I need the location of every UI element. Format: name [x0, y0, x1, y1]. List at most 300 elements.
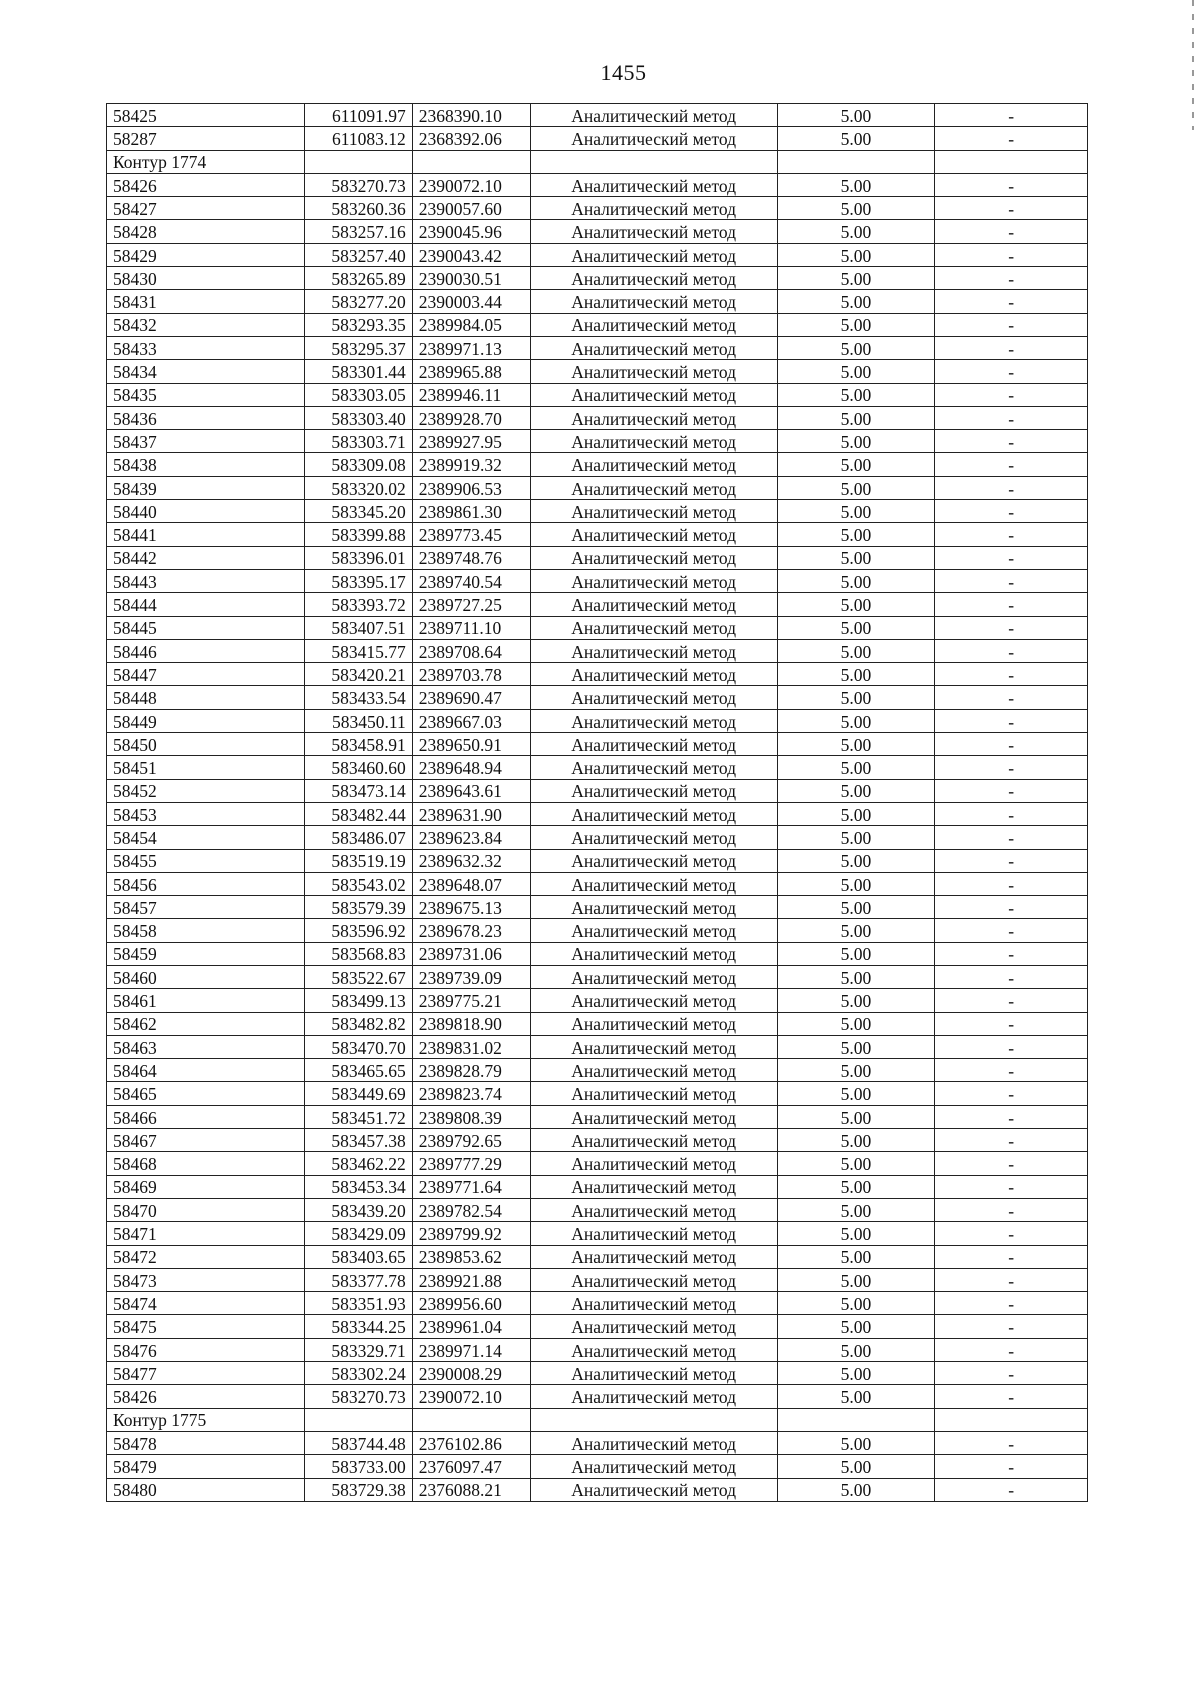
- table-row: [107, 1431, 1088, 1454]
- table-row: [107, 1175, 1088, 1198]
- description-cell: -: [935, 989, 1088, 1012]
- method-cell: Аналитический метод: [530, 1082, 777, 1105]
- description-cell: -: [935, 360, 1088, 383]
- point-id-cell: 58456: [107, 872, 305, 895]
- table-row: [107, 616, 1088, 639]
- y-coordinate-cell: 2389740.54: [412, 569, 530, 592]
- table-row: [107, 942, 1088, 965]
- method-cell: Аналитический метод: [530, 872, 777, 895]
- method-cell: Аналитический метод: [530, 546, 777, 569]
- table-row: [107, 639, 1088, 662]
- table-row: [107, 663, 1088, 686]
- description-cell: -: [935, 1035, 1088, 1058]
- accuracy-cell: 5.00: [777, 779, 935, 802]
- table-row: [107, 779, 1088, 802]
- y-coordinate-cell: 2390045.96: [412, 220, 530, 243]
- accuracy-cell: 5.00: [777, 1315, 935, 1338]
- x-coordinate-cell: 583270.73: [304, 173, 412, 196]
- description-cell: -: [935, 849, 1088, 872]
- table-row: [107, 709, 1088, 732]
- description-cell: -: [935, 313, 1088, 336]
- x-coordinate-cell: 583309.08: [304, 453, 412, 476]
- y-coordinate-cell: 2389946.11: [412, 383, 530, 406]
- point-id-cell: 58450: [107, 733, 305, 756]
- point-id-cell: 58426: [107, 1385, 305, 1408]
- accuracy-cell: 5.00: [777, 849, 935, 872]
- y-coordinate-cell: 2389690.47: [412, 686, 530, 709]
- x-coordinate-cell: 583568.83: [304, 942, 412, 965]
- method-cell: Аналитический метод: [530, 243, 777, 266]
- y-coordinate-cell: 2389739.09: [412, 965, 530, 988]
- y-coordinate-cell: 2368390.10: [412, 104, 530, 127]
- y-coordinate-cell: 2389648.94: [412, 756, 530, 779]
- point-id-cell: 58463: [107, 1035, 305, 1058]
- x-coordinate-cell: 583303.71: [304, 430, 412, 453]
- method-cell: Аналитический метод: [530, 104, 777, 127]
- method-cell: Аналитический метод: [530, 430, 777, 453]
- table-row: [107, 546, 1088, 569]
- description-cell: -: [935, 243, 1088, 266]
- description-cell: -: [935, 569, 1088, 592]
- table-row: [107, 313, 1088, 336]
- empty-cell: [412, 1408, 530, 1431]
- accuracy-cell: 5.00: [777, 220, 935, 243]
- point-id-cell: 58446: [107, 639, 305, 662]
- description-cell: -: [935, 523, 1088, 546]
- point-id-cell: 58473: [107, 1268, 305, 1291]
- y-coordinate-cell: 2389818.90: [412, 1012, 530, 1035]
- accuracy-cell: 5.00: [777, 965, 935, 988]
- y-coordinate-cell: 2389799.92: [412, 1222, 530, 1245]
- y-coordinate-cell: 2389773.45: [412, 523, 530, 546]
- method-cell: Аналитический метод: [530, 802, 777, 825]
- point-id-cell: 58432: [107, 313, 305, 336]
- description-cell: -: [935, 173, 1088, 196]
- accuracy-cell: 5.00: [777, 1198, 935, 1221]
- x-coordinate-cell: 583596.92: [304, 919, 412, 942]
- point-id-cell: 58445: [107, 616, 305, 639]
- accuracy-cell: 5.00: [777, 313, 935, 336]
- point-id-cell: 58480: [107, 1478, 305, 1501]
- x-coordinate-cell: 583579.39: [304, 896, 412, 919]
- x-coordinate-cell: 583473.14: [304, 779, 412, 802]
- contour-label: Контур 1774: [107, 150, 305, 173]
- table-row: [107, 1478, 1088, 1501]
- accuracy-cell: 5.00: [777, 942, 935, 965]
- x-coordinate-cell: 583499.13: [304, 989, 412, 1012]
- x-coordinate-cell: 583450.11: [304, 709, 412, 732]
- table-row: [107, 173, 1088, 196]
- empty-cell: [935, 1408, 1088, 1431]
- point-id-cell: 58438: [107, 453, 305, 476]
- description-cell: -: [935, 1152, 1088, 1175]
- accuracy-cell: 5.00: [777, 569, 935, 592]
- point-id-cell: 58468: [107, 1152, 305, 1175]
- method-cell: Аналитический метод: [530, 733, 777, 756]
- x-coordinate-cell: 583522.67: [304, 965, 412, 988]
- method-cell: Аналитический метод: [530, 1362, 777, 1385]
- table-row: [107, 1035, 1088, 1058]
- contour-header-row: [107, 1408, 1088, 1431]
- description-cell: -: [935, 1268, 1088, 1291]
- x-coordinate-cell: 583407.51: [304, 616, 412, 639]
- method-cell: Аналитический метод: [530, 1222, 777, 1245]
- description-cell: -: [935, 290, 1088, 313]
- x-coordinate-cell: 583260.36: [304, 197, 412, 220]
- method-cell: Аналитический метод: [530, 756, 777, 779]
- method-cell: Аналитический метод: [530, 593, 777, 616]
- point-id-cell: 58449: [107, 709, 305, 732]
- description-cell: -: [935, 336, 1088, 359]
- x-coordinate-cell: 583462.22: [304, 1152, 412, 1175]
- empty-cell: [304, 1408, 412, 1431]
- point-id-cell: 58462: [107, 1012, 305, 1035]
- x-coordinate-cell: 583420.21: [304, 663, 412, 686]
- page-number: 1455: [600, 60, 647, 85]
- x-coordinate-cell: 583457.38: [304, 1129, 412, 1152]
- y-coordinate-cell: 2389823.74: [412, 1082, 530, 1105]
- method-cell: Аналитический метод: [530, 1012, 777, 1035]
- x-coordinate-cell: 583345.20: [304, 500, 412, 523]
- y-coordinate-cell: 2389748.76: [412, 546, 530, 569]
- point-id-cell: 58429: [107, 243, 305, 266]
- method-cell: Аналитический метод: [530, 569, 777, 592]
- method-cell: Аналитический метод: [530, 336, 777, 359]
- method-cell: Аналитический метод: [530, 1198, 777, 1221]
- accuracy-cell: 5.00: [777, 919, 935, 942]
- accuracy-cell: 5.00: [777, 1129, 935, 1152]
- x-coordinate-cell: 583458.91: [304, 733, 412, 756]
- accuracy-cell: 5.00: [777, 1362, 935, 1385]
- method-cell: Аналитический метод: [530, 639, 777, 662]
- x-coordinate-cell: 583451.72: [304, 1105, 412, 1128]
- x-coordinate-cell: 583395.17: [304, 569, 412, 592]
- y-coordinate-cell: 2389632.32: [412, 849, 530, 872]
- y-coordinate-cell: 2390008.29: [412, 1362, 530, 1385]
- table-row: [107, 383, 1088, 406]
- table-row: [107, 1198, 1088, 1221]
- empty-cell: [304, 150, 412, 173]
- point-id-cell: 58477: [107, 1362, 305, 1385]
- y-coordinate-cell: 2389775.21: [412, 989, 530, 1012]
- accuracy-cell: 5.00: [777, 1268, 935, 1291]
- description-cell: -: [935, 1222, 1088, 1245]
- accuracy-cell: 5.00: [777, 104, 935, 127]
- point-id-cell: 58435: [107, 383, 305, 406]
- method-cell: Аналитический метод: [530, 849, 777, 872]
- method-cell: Аналитический метод: [530, 616, 777, 639]
- accuracy-cell: 5.00: [777, 476, 935, 499]
- accuracy-cell: 5.00: [777, 826, 935, 849]
- table-row: [107, 919, 1088, 942]
- coordinates-table: [106, 103, 1088, 1502]
- description-cell: -: [935, 1175, 1088, 1198]
- description-cell: -: [935, 639, 1088, 662]
- table-row: [107, 1315, 1088, 1338]
- x-coordinate-cell: 583320.02: [304, 476, 412, 499]
- description-cell: -: [935, 1059, 1088, 1082]
- table-row: [107, 872, 1088, 895]
- point-id-cell: 58479: [107, 1455, 305, 1478]
- x-coordinate-cell: 583482.44: [304, 802, 412, 825]
- scan-margin-mark: [1192, 0, 1194, 130]
- table-row: [107, 1129, 1088, 1152]
- description-cell: -: [935, 663, 1088, 686]
- x-coordinate-cell: 583293.35: [304, 313, 412, 336]
- description-cell: -: [935, 500, 1088, 523]
- point-id-cell: 58460: [107, 965, 305, 988]
- method-cell: Аналитический метод: [530, 197, 777, 220]
- x-coordinate-cell: 583277.20: [304, 290, 412, 313]
- description-cell: -: [935, 220, 1088, 243]
- description-cell: -: [935, 1431, 1088, 1454]
- method-cell: Аналитический метод: [530, 1385, 777, 1408]
- table-row: [107, 1268, 1088, 1291]
- point-id-cell: 58448: [107, 686, 305, 709]
- point-id-cell: 58426: [107, 173, 305, 196]
- point-id-cell: 58459: [107, 942, 305, 965]
- y-coordinate-cell: 2389792.65: [412, 1129, 530, 1152]
- method-cell: Аналитический метод: [530, 1292, 777, 1315]
- method-cell: Аналитический метод: [530, 965, 777, 988]
- x-coordinate-cell: 583415.77: [304, 639, 412, 662]
- x-coordinate-cell: 583449.69: [304, 1082, 412, 1105]
- description-cell: -: [935, 1455, 1088, 1478]
- accuracy-cell: 5.00: [777, 546, 935, 569]
- point-id-cell: 58433: [107, 336, 305, 359]
- method-cell: Аналитический метод: [530, 919, 777, 942]
- x-coordinate-cell: 583257.16: [304, 220, 412, 243]
- empty-cell: [777, 1408, 935, 1431]
- y-coordinate-cell: 2389648.07: [412, 872, 530, 895]
- x-coordinate-cell: 583519.19: [304, 849, 412, 872]
- method-cell: Аналитический метод: [530, 709, 777, 732]
- point-id-cell: 58442: [107, 546, 305, 569]
- method-cell: Аналитический метод: [530, 406, 777, 429]
- method-cell: Аналитический метод: [530, 989, 777, 1012]
- description-cell: -: [935, 1082, 1088, 1105]
- y-coordinate-cell: 2389853.62: [412, 1245, 530, 1268]
- table-row: [107, 569, 1088, 592]
- description-cell: -: [935, 709, 1088, 732]
- y-coordinate-cell: 2389919.32: [412, 453, 530, 476]
- table-row: [107, 849, 1088, 872]
- accuracy-cell: 5.00: [777, 173, 935, 196]
- table-row: [107, 593, 1088, 616]
- point-id-cell: 58454: [107, 826, 305, 849]
- table-row: [107, 476, 1088, 499]
- accuracy-cell: 5.00: [777, 197, 935, 220]
- method-cell: Аналитический метод: [530, 290, 777, 313]
- accuracy-cell: 5.00: [777, 290, 935, 313]
- x-coordinate-cell: 583744.48: [304, 1431, 412, 1454]
- description-cell: -: [935, 756, 1088, 779]
- point-id-cell: 58425: [107, 104, 305, 127]
- empty-cell: [530, 150, 777, 173]
- description-cell: -: [935, 1478, 1088, 1501]
- accuracy-cell: 5.00: [777, 1431, 935, 1454]
- table-row: [107, 1455, 1088, 1478]
- description-cell: -: [935, 1362, 1088, 1385]
- description-cell: -: [935, 453, 1088, 476]
- method-cell: Аналитический метод: [530, 453, 777, 476]
- method-cell: Аналитический метод: [530, 1431, 777, 1454]
- accuracy-cell: 5.00: [777, 243, 935, 266]
- method-cell: Аналитический метод: [530, 127, 777, 150]
- point-id-cell: 58287: [107, 127, 305, 150]
- method-cell: Аналитический метод: [530, 1338, 777, 1361]
- y-coordinate-cell: 2376097.47: [412, 1455, 530, 1478]
- method-cell: Аналитический метод: [530, 173, 777, 196]
- y-coordinate-cell: 2389777.29: [412, 1152, 530, 1175]
- point-id-cell: 58466: [107, 1105, 305, 1128]
- point-id-cell: 58451: [107, 756, 305, 779]
- accuracy-cell: 5.00: [777, 430, 935, 453]
- accuracy-cell: 5.00: [777, 663, 935, 686]
- table-row: [107, 1082, 1088, 1105]
- table-row: [107, 756, 1088, 779]
- y-coordinate-cell: 2389650.91: [412, 733, 530, 756]
- x-coordinate-cell: 583460.60: [304, 756, 412, 779]
- point-id-cell: 58444: [107, 593, 305, 616]
- table-row: [107, 1012, 1088, 1035]
- point-id-cell: 58437: [107, 430, 305, 453]
- table-row: [107, 290, 1088, 313]
- method-cell: Аналитический метод: [530, 476, 777, 499]
- x-coordinate-cell: 583465.65: [304, 1059, 412, 1082]
- accuracy-cell: 5.00: [777, 1105, 935, 1128]
- x-coordinate-cell: 583344.25: [304, 1315, 412, 1338]
- description-cell: -: [935, 1129, 1088, 1152]
- method-cell: Аналитический метод: [530, 663, 777, 686]
- table-row: [107, 802, 1088, 825]
- y-coordinate-cell: 2389984.05: [412, 313, 530, 336]
- method-cell: Аналитический метод: [530, 1315, 777, 1338]
- method-cell: Аналитический метод: [530, 383, 777, 406]
- method-cell: Аналитический метод: [530, 1059, 777, 1082]
- description-cell: -: [935, 383, 1088, 406]
- table-row: [107, 1222, 1088, 1245]
- accuracy-cell: 5.00: [777, 1338, 935, 1361]
- x-coordinate-cell: 583399.88: [304, 523, 412, 546]
- y-coordinate-cell: 2389727.25: [412, 593, 530, 616]
- x-coordinate-cell: 583403.65: [304, 1245, 412, 1268]
- y-coordinate-cell: 2389771.64: [412, 1175, 530, 1198]
- accuracy-cell: 5.00: [777, 989, 935, 1012]
- table-row: [107, 1152, 1088, 1175]
- description-cell: -: [935, 1385, 1088, 1408]
- accuracy-cell: 5.00: [777, 1292, 935, 1315]
- method-cell: Аналитический метод: [530, 220, 777, 243]
- description-cell: -: [935, 942, 1088, 965]
- accuracy-cell: 5.00: [777, 1082, 935, 1105]
- accuracy-cell: 5.00: [777, 709, 935, 732]
- table-row: [107, 965, 1088, 988]
- y-coordinate-cell: 2389808.39: [412, 1105, 530, 1128]
- x-coordinate-cell: 583257.40: [304, 243, 412, 266]
- accuracy-cell: 5.00: [777, 1478, 935, 1501]
- point-id-cell: 58470: [107, 1198, 305, 1221]
- point-id-cell: 58476: [107, 1338, 305, 1361]
- table-row: [107, 500, 1088, 523]
- accuracy-cell: 5.00: [777, 1245, 935, 1268]
- y-coordinate-cell: 2389708.64: [412, 639, 530, 662]
- x-coordinate-cell: 583265.89: [304, 267, 412, 290]
- table-row: [107, 406, 1088, 429]
- point-id-cell: 58455: [107, 849, 305, 872]
- x-coordinate-cell: 583453.34: [304, 1175, 412, 1198]
- description-cell: -: [935, 267, 1088, 290]
- x-coordinate-cell: 583429.09: [304, 1222, 412, 1245]
- y-coordinate-cell: 2389971.13: [412, 336, 530, 359]
- y-coordinate-cell: 2389861.30: [412, 500, 530, 523]
- point-id-cell: 58471: [107, 1222, 305, 1245]
- table-row: [107, 360, 1088, 383]
- description-cell: -: [935, 1198, 1088, 1221]
- x-coordinate-cell: 583470.70: [304, 1035, 412, 1058]
- point-id-cell: 58475: [107, 1315, 305, 1338]
- y-coordinate-cell: 2389643.61: [412, 779, 530, 802]
- point-id-cell: 58453: [107, 802, 305, 825]
- point-id-cell: 58465: [107, 1082, 305, 1105]
- empty-cell: [412, 150, 530, 173]
- point-id-cell: 58427: [107, 197, 305, 220]
- description-cell: -: [935, 1338, 1088, 1361]
- method-cell: Аналитический метод: [530, 779, 777, 802]
- method-cell: Аналитический метод: [530, 1152, 777, 1175]
- method-cell: Аналитический метод: [530, 1268, 777, 1291]
- method-cell: Аналитический метод: [530, 360, 777, 383]
- accuracy-cell: 5.00: [777, 639, 935, 662]
- description-cell: -: [935, 896, 1088, 919]
- y-coordinate-cell: 2389971.14: [412, 1338, 530, 1361]
- point-id-cell: 58464: [107, 1059, 305, 1082]
- x-coordinate-cell: 583733.00: [304, 1455, 412, 1478]
- y-coordinate-cell: 2368392.06: [412, 127, 530, 150]
- y-coordinate-cell: 2389623.84: [412, 826, 530, 849]
- method-cell: Аналитический метод: [530, 826, 777, 849]
- y-coordinate-cell: 2389928.70: [412, 406, 530, 429]
- description-cell: -: [935, 593, 1088, 616]
- point-id-cell: 58474: [107, 1292, 305, 1315]
- table-row: [107, 733, 1088, 756]
- y-coordinate-cell: 2390030.51: [412, 267, 530, 290]
- description-cell: -: [935, 127, 1088, 150]
- table-row: [107, 127, 1088, 150]
- table-row: [107, 336, 1088, 359]
- method-cell: Аналитический метод: [530, 1105, 777, 1128]
- empty-cell: [935, 150, 1088, 173]
- point-id-cell: 58478: [107, 1431, 305, 1454]
- table-row: [107, 896, 1088, 919]
- description-cell: -: [935, 802, 1088, 825]
- method-cell: Аналитический метод: [530, 1175, 777, 1198]
- table-row: [107, 686, 1088, 709]
- description-cell: -: [935, 965, 1088, 988]
- description-cell: -: [935, 733, 1088, 756]
- point-id-cell: 58436: [107, 406, 305, 429]
- x-coordinate-cell: 583295.37: [304, 336, 412, 359]
- x-coordinate-cell: 611091.97: [304, 104, 412, 127]
- method-cell: Аналитический метод: [530, 500, 777, 523]
- description-cell: -: [935, 616, 1088, 639]
- description-cell: -: [935, 1315, 1088, 1338]
- table-row: [107, 1292, 1088, 1315]
- coordinates-table-body: [107, 104, 1088, 1502]
- method-cell: Аналитический метод: [530, 1035, 777, 1058]
- description-cell: -: [935, 872, 1088, 895]
- y-coordinate-cell: 2390072.10: [412, 1385, 530, 1408]
